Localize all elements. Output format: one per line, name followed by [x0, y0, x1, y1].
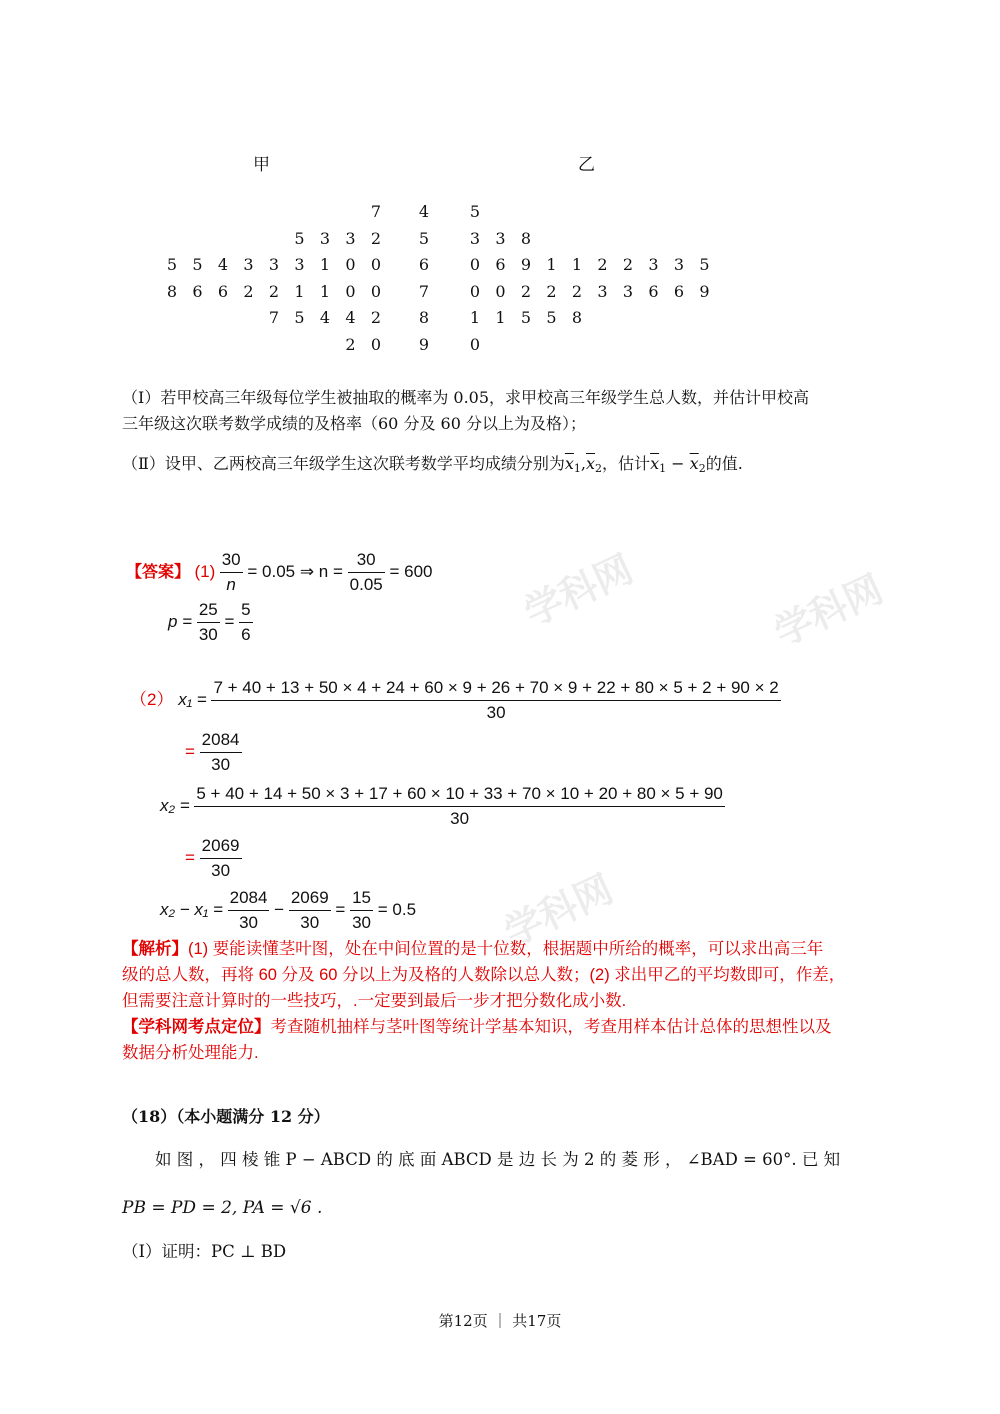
- question-part2: （Ⅱ）设甲、乙两校高三年级学生这次联考数学平均成绩分别为$\overline{x}_1,\overline{x}_2$，估计$\overline{x}_1 - \overline{x}_2$的值.: [122, 454, 743, 475]
- leaf-left: 8: [166, 281, 178, 301]
- leaf-right: 2: [546, 281, 557, 301]
- leaf-left: 6: [217, 281, 229, 301]
- answer-pass-rate: p = $\frac{25}{30}$ = $\frac{5}{6}$: [168, 600, 251, 644]
- leaf-right: 9: [520, 255, 532, 274]
- leaf-right: 6: [673, 281, 685, 301]
- leaf-right: 0: [469, 334, 481, 354]
- stem-value: 7: [418, 281, 430, 301]
- leaf-right: 9: [699, 281, 710, 301]
- stem-value: 8: [418, 308, 430, 327]
- watermark: 学科网: [497, 866, 620, 955]
- leaf-left: 2: [345, 334, 356, 354]
- leaf-right: 3: [622, 281, 634, 301]
- leaf-left: 3: [319, 228, 331, 248]
- leaf-right: 6: [495, 255, 506, 274]
- answer-x2: x₂ = 5 + 40 + 14 + 50 × 3 + 17 + 60 × 10 + 33 + 70 × 10 + 20 + 80 × 5 + 90 30: [160, 784, 723, 828]
- watermark: 学科网: [767, 566, 890, 655]
- q18-part1: （Ⅰ）证明：PC ⊥ BD: [122, 1242, 287, 1261]
- leaf-right: 8: [520, 228, 532, 248]
- leaf-right: 1: [495, 308, 506, 327]
- answer-tag: 【答案】: [126, 563, 191, 581]
- question-part1-line1: （Ⅰ）若甲校高三年级每位学生被抽取的概率为 0.05，求甲校高三年级学生总人数，并估计甲校高: [122, 388, 810, 407]
- leaf-left: 2: [268, 281, 280, 301]
- leaf-left: 0: [370, 334, 382, 354]
- leaf-left: 3: [294, 255, 305, 274]
- answer-line1: 【答案】 (1) $\frac{30}{n}$ = 0.05 ⇒ n = $\frac{30}{0.05}$ = 600: [126, 550, 433, 594]
- leaf-right: 5: [469, 202, 481, 221]
- leaf-left: 2: [370, 228, 382, 248]
- leaf-right: 3: [597, 281, 608, 301]
- answer-x1-result: = $\frac{2084}{30}$: [185, 730, 240, 774]
- stem-value: 9: [418, 334, 430, 354]
- leaf-right: 3: [469, 228, 481, 248]
- leaf-left: 1: [319, 255, 331, 274]
- leaf-right: 1: [546, 255, 557, 274]
- school-b-label: 乙: [578, 155, 595, 175]
- answer-x1: （2） x₁ = 7 + 40 + 13 + 50 × 4 + 24 + 60 × 9 + 26 + 70 × 9 + 22 + 80 × 5 + 2 + 90 × 2 30: [130, 678, 779, 722]
- watermark: 学科网: [517, 546, 640, 635]
- q18-heading: （18）（本小题满分 12 分）: [122, 1107, 330, 1126]
- leaf-left: 7: [370, 202, 382, 221]
- leaf-left: 0: [345, 255, 356, 274]
- answer-x2-result: = $\frac{2069}{30}$: [185, 836, 240, 880]
- leaf-right: 3: [648, 255, 659, 274]
- leaf-right: 5: [699, 255, 710, 274]
- q18-text2: PB = PD = 2, PA = √6 .: [122, 1198, 323, 1218]
- leaf-right: 1: [469, 308, 481, 327]
- leaf-left: 1: [294, 281, 305, 301]
- leaf-right: 2: [597, 255, 608, 274]
- stem-value: 4: [418, 202, 430, 221]
- question-part1-line2: 三年级这次联考数学成绩的及格率（60 分及 60 分以上为及格）；: [122, 414, 586, 433]
- leaf-right: 0: [495, 281, 506, 301]
- leaf-right: 0: [469, 255, 481, 274]
- leaf-left: 3: [243, 255, 254, 274]
- leaf-left: 2: [370, 308, 382, 327]
- leaf-left: 6: [192, 281, 203, 301]
- leaf-left: 3: [268, 255, 280, 274]
- leaf-right: 5: [546, 308, 557, 327]
- leaf-left: 0: [345, 281, 356, 301]
- leaf-left: 5: [294, 228, 305, 248]
- leaf-left: 0: [370, 281, 382, 301]
- leaf-left: 7: [268, 308, 280, 327]
- leaf-left: 4: [217, 255, 229, 274]
- leaf-left: 1: [319, 281, 331, 301]
- stem-value: 6: [418, 255, 430, 274]
- leaf-right: 3: [495, 228, 506, 248]
- leaf-right: 5: [520, 308, 532, 327]
- leaf-right: 2: [622, 255, 634, 274]
- leaf-left: 0: [370, 255, 382, 274]
- leaf-right: 0: [469, 281, 481, 301]
- leaf-right: 2: [571, 281, 583, 301]
- leaf-left: 5: [294, 308, 305, 327]
- leaf-right: 8: [571, 308, 583, 327]
- leaf-right: 3: [673, 255, 685, 274]
- leaf-left: 5: [166, 255, 178, 274]
- leaf-left: 4: [319, 308, 331, 327]
- leaf-right: 6: [648, 281, 659, 301]
- answer-difference: x₂ − x₁ = $\frac{2084}{30}$ − $\frac{2069}{30}$ = $\frac{15}{30}$ = 0.5: [160, 888, 417, 932]
- leaf-left: 5: [192, 255, 203, 274]
- school-a-label: 甲: [253, 155, 270, 175]
- leaf-left: 2: [243, 281, 254, 301]
- q18-text1: 如 图 ， 四 棱 锥 P − ABCD 的 底 面 ABCD 是 边 长 为 2 的 菱 形 ， ∠BAD = 60°. 已 知: [155, 1150, 841, 1169]
- page-footer: 第12页 ｜ 共17页: [438, 1312, 562, 1330]
- leaf-left: 4: [345, 308, 356, 327]
- leaf-right: 2: [520, 281, 532, 301]
- stem-value: 5: [418, 228, 430, 248]
- analysis-block: 【解析】(1) 要能读懂茎叶图，处在中间位置的是十位数，根据题中所给的概率，可以求出高三年 级的总人数，再将 60 分及 60 分以上为及格的人数除以总人数；(2) 求出甲乙的平均数即可，作差， 但需要注意计算时的一些技巧，.一定要到最后一步才把分数化成小数. 【学科网考点定位】考查随机抽样与茎叶图等统计学基本知识，考查用样本估计总体的思想性以及 数据分析处理能力.: [122, 940, 846, 1062]
- leaf-left: 3: [345, 228, 356, 248]
- leaf-right: 1: [571, 255, 583, 274]
